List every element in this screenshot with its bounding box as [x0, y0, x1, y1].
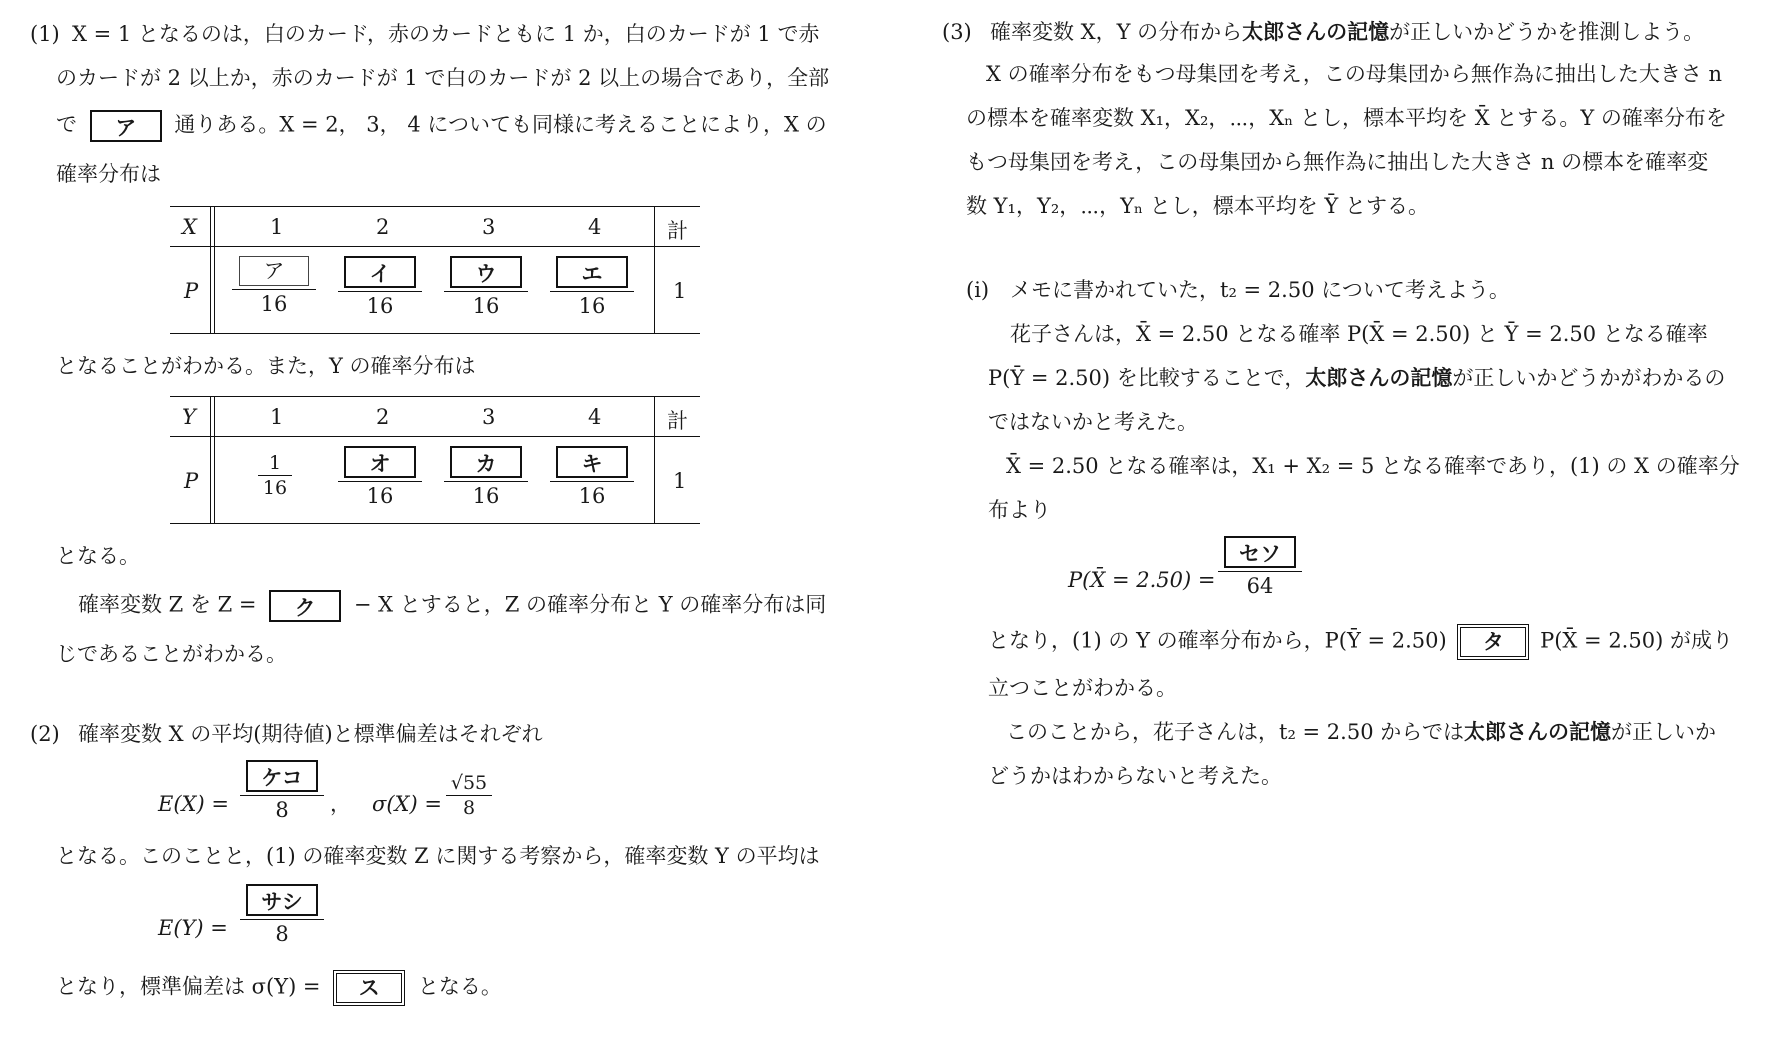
section-1-line-4: 確率分布は	[56, 162, 161, 186]
answer-box-ka[interactable]: カ	[450, 446, 522, 478]
answer-box-su[interactable]: ス	[333, 970, 405, 1006]
ref-box-a: ア	[239, 256, 309, 286]
table-x-var: X	[182, 215, 197, 239]
answer-box-u[interactable]: ウ	[450, 256, 522, 288]
table-x-frac-2: イ 16	[338, 256, 422, 318]
table-y-total-vrule	[654, 396, 655, 524]
table-y-frac-3: カ 16	[444, 446, 528, 508]
line-3-suffix-2: となる。	[417, 974, 502, 999]
table-x-col-4: 4	[588, 215, 602, 239]
line-3-prefix: で	[56, 112, 77, 137]
ex-fraction: ケコ 8	[240, 760, 324, 822]
part-i-line-4: ではないかと考えた。	[988, 410, 1198, 434]
answer-box-i[interactable]: イ	[344, 256, 416, 288]
sx-label: σ(X) =	[372, 792, 442, 816]
table-x-total: 1	[673, 279, 687, 303]
table-x-header-rule	[170, 246, 700, 247]
part-i-line-3	[988, 366, 1725, 391]
section-2-line-2: となる。このことと，(1) の確率変数 Z に関する考察から，確率変数 Y の平均は	[56, 844, 820, 868]
table-y-frac-2: オ 16	[338, 446, 422, 508]
table-y-total: 1	[673, 469, 687, 493]
answer-box-ta[interactable]: タ	[1457, 624, 1529, 660]
part-i-line-6: 布より	[988, 498, 1051, 522]
table-y-bottom-rule	[170, 523, 700, 524]
table-y-p-label: P	[184, 469, 199, 493]
table-x-total-vrule	[654, 206, 655, 334]
taro-memory-2: 太郎さんの記憶	[1305, 366, 1453, 390]
pi-l3-prefix: P(Ȳ = 2.50) を比較することで，	[988, 366, 1306, 390]
section-3-line-5: 数 Y₁，Y₂，⋯，Yₙ とし，標本平均を Ȳ とする。	[966, 194, 1429, 218]
part-i-line-7	[988, 624, 1733, 660]
px-label: P(X̄ = 2.50) =	[1068, 568, 1216, 592]
pi-l3-rest: が正しいかどうかがわかるの	[1452, 366, 1726, 390]
table-x-col-3: 3	[482, 215, 496, 239]
z-line-1-prefix: 確率変数 Z を Z =	[78, 592, 257, 617]
section-1-number: (1)	[30, 22, 60, 46]
answer-box-o[interactable]: オ	[344, 446, 416, 478]
table-x-frac-3: ウ 16	[444, 256, 528, 318]
table-x-col-2: 2	[376, 215, 390, 239]
px-fraction: セソ 64	[1218, 536, 1302, 598]
table-y-top-rule	[170, 396, 700, 397]
table-y	[170, 396, 700, 524]
section-1-line-3	[56, 110, 827, 142]
ex-label: E(X) =	[158, 792, 229, 816]
section-3-line-4: もつ母集団を考え，この母集団から無作為に抽出した大きさ n の標本を確率変	[966, 150, 1709, 174]
ey-fraction: サシ 8	[240, 884, 324, 946]
pi-l9-prefix: このことから，花子さんは，t₂ = 2.50 からでは	[1006, 720, 1465, 744]
section-2-line-3	[56, 970, 502, 1006]
z-line-1	[78, 590, 826, 622]
table-x-frac-4: エ 16	[550, 256, 634, 318]
table-x-total-label: 計	[667, 219, 688, 243]
part-i-number: (i)	[966, 278, 990, 302]
part-i-line-5: X̄ = 2.50 となる確率は，X₁ + X₂ = 5 となる確率であり，(1) の X の確率分	[1006, 454, 1740, 478]
answer-box-a[interactable]: ア	[90, 110, 162, 142]
pi-l9-rest: が正しいか	[1611, 720, 1717, 744]
table-x-double-vrule	[210, 206, 211, 334]
section-3-line-1	[990, 20, 1704, 45]
part-i-line-8: 立つことがわかる。	[988, 676, 1177, 700]
s3-l1-prefix: 確率変数 X，Y の分布から	[990, 20, 1243, 44]
section-3-line-3: の標本を確率変数 X₁，X₂，⋯，Xₙ とし，標本平均を X̄ とする。Y の確率分布を	[966, 106, 1727, 130]
section-3-number: (3)	[942, 20, 972, 44]
comma-separator: ，	[330, 792, 351, 816]
answer-box-ki[interactable]: キ	[556, 446, 628, 478]
section-3-line-2: X の確率分布をもつ母集団を考え，この母集団から無作為に抽出した大きさ n	[986, 62, 1723, 86]
table-y-frac-1: 1 16	[258, 452, 292, 499]
table-y-col-3: 3	[482, 405, 496, 429]
table-y-col-4: 4	[588, 405, 602, 429]
middle-line: となることがわかる。また，Y の確率分布は	[56, 354, 476, 378]
table-y-header-rule	[170, 436, 700, 437]
z-line-1-rest: − X とすると，Z の確率分布と Y の確率分布は同	[353, 592, 827, 617]
table-y-col-2: 2	[376, 405, 390, 429]
table-y-col-1: 1	[270, 405, 284, 429]
table-x-col-1: 1	[270, 215, 284, 239]
section-1-line-2: のカードが 2 以上か，赤のカードが 1 で白のカードが 2 以上の場合であり，全部	[56, 66, 830, 90]
taro-memory-3: 太郎さんの記憶	[1464, 720, 1612, 744]
part-i-line-9	[1006, 720, 1716, 745]
table-x	[170, 206, 700, 334]
table-x-p-label: P	[184, 279, 199, 303]
answer-box-seso[interactable]: セソ	[1224, 536, 1296, 568]
answer-box-sashi[interactable]: サシ	[246, 884, 318, 916]
taro-memory-1: 太郎さんの記憶	[1242, 20, 1390, 44]
answer-box-keko[interactable]: ケコ	[246, 760, 318, 792]
answer-box-e[interactable]: エ	[556, 256, 628, 288]
part-i-line-2: 花子さんは，X̄ = 2.50 となる確率 P(X̄ = 2.50) と Ȳ = 2.50 となる確率	[1010, 322, 1708, 346]
table-x-top-rule	[170, 206, 700, 207]
z-line-2: じであることがわかる。	[56, 642, 287, 666]
pi-l7-prefix: となり，(1) の Y の確率分布から，P(Ȳ = 2.50)	[988, 628, 1447, 653]
table-y-total-label: 計	[667, 409, 688, 433]
table-y-frac-4: キ 16	[550, 446, 634, 508]
table-y-double-vrule	[210, 396, 211, 524]
line-3-prefix-2: となり，標準偏差は σ(Y) =	[56, 974, 321, 999]
table-x-double-vrule-2	[214, 206, 215, 334]
section-2-line-1: 確率変数 X の平均(期待値)と標準偏差はそれぞれ	[78, 722, 543, 746]
table-y-var: Y	[182, 405, 196, 429]
ey-label: E(Y) =	[158, 916, 228, 940]
after-y-line: となる。	[56, 544, 140, 568]
part-i-line-1: メモに書かれていた，t₂ = 2.50 について考えよう。	[1010, 278, 1510, 302]
part-i-line-10: どうかはわからないと考えた。	[988, 764, 1282, 788]
answer-box-ku[interactable]: ク	[269, 590, 341, 622]
s3-l1-rest: が正しいかどうかを推測しよう。	[1389, 20, 1705, 44]
table-x-frac-1: ア 16	[232, 256, 316, 316]
section-2-number: (2)	[30, 722, 60, 746]
pi-l7-rest: P(X̄ = 2.50) が成り	[1540, 628, 1733, 653]
line-3-rest: 通りある。X = 2， 3， 4 についても同様に考えることにより，X の	[174, 112, 827, 137]
section-1-line-1: X = 1 となるのは，白のカード，赤のカードともに 1 か，白のカードが 1 で赤	[72, 22, 820, 46]
table-y-double-vrule-2	[214, 396, 215, 524]
table-x-bottom-rule	[170, 333, 700, 334]
sx-fraction: √55 8	[446, 772, 492, 819]
